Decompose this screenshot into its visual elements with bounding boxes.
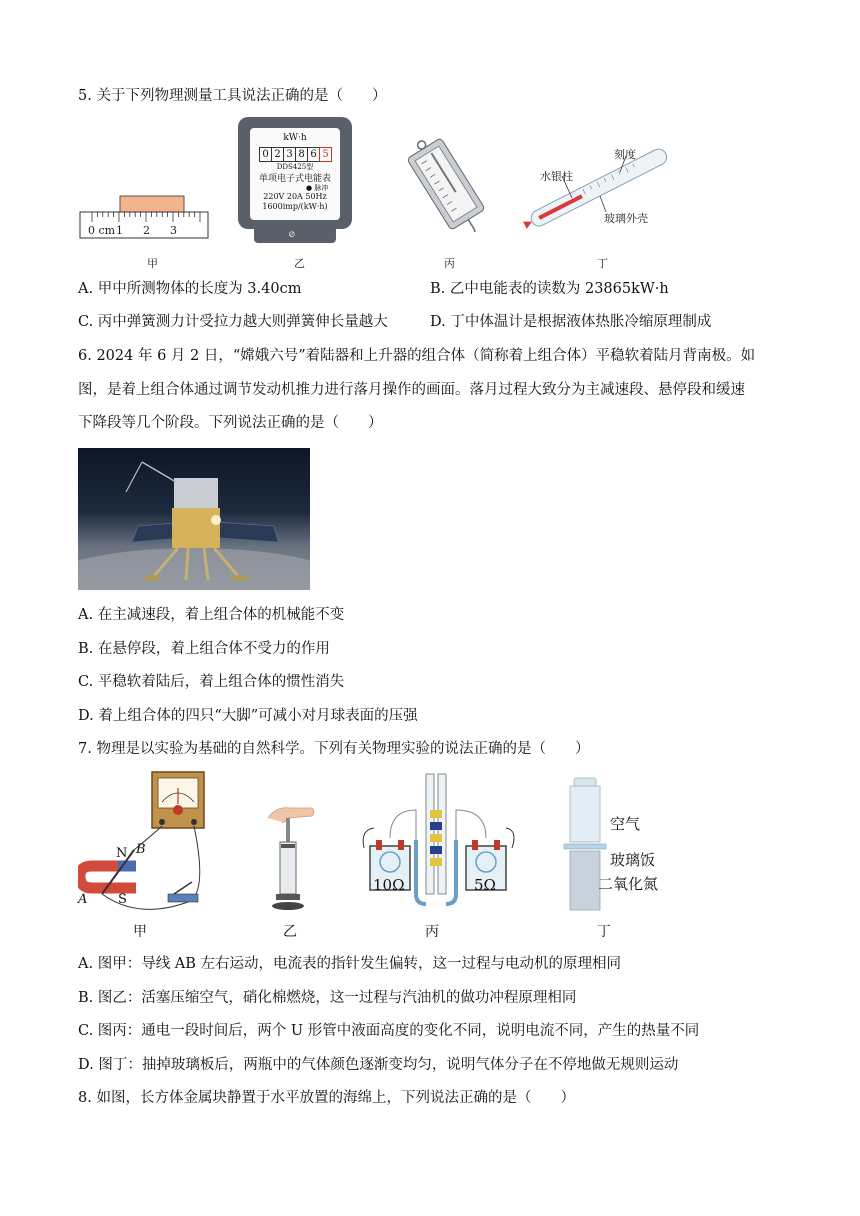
ruler-label-1: 1 (116, 224, 123, 237)
meter-digit: 3 (283, 147, 296, 162)
q5-option-c: C. 丙中弹簧测力计受拉力越大则弹簧伸长量越大 (78, 314, 388, 330)
glass-plate-label: 玻璃饭 (610, 851, 656, 869)
q5-caption-ding: 丁 (597, 257, 608, 270)
magnet-s-label: S (118, 892, 127, 907)
q7-option-c: C. 图丙：通电一段时间后，两个 U 形管中液面高度的变化不同，说明电流不同，产生的热量不同 (78, 1023, 700, 1039)
q8-stem: 8. 如图，长方体金属块静置于水平放置的海绵上，下列说法正确的是（ ） (78, 1090, 575, 1106)
thermometer-mercury-label: 水银柱 (540, 170, 573, 183)
meter-unit: kW·h (283, 133, 307, 143)
meter-digit: 6 (307, 147, 320, 162)
upper-bottle (570, 786, 600, 842)
magnet-n-label: N (116, 846, 128, 861)
meter-digit: 2 (271, 147, 284, 162)
air-label: 空气 (610, 815, 641, 833)
wire-b-label: B (136, 842, 146, 857)
q5-caption-bing: 丙 (444, 257, 455, 270)
q6-option-b: B. 在悬停段，着上组合体不受力的作用 (78, 641, 330, 657)
glass-cylinder (280, 842, 296, 894)
meter-digits (260, 147, 332, 162)
thermometer-glass-label: 玻璃外壳 (604, 212, 648, 225)
thermometer-glass (528, 146, 669, 228)
q6-stem-line-2: 图，是着上组合体通过调节发动机推力进行落月操作的画面。落月过程大致分为主减速段、悬停段和缓速 (78, 382, 745, 398)
q5-caption-yi: 乙 (294, 257, 305, 270)
q6-stem-line-3: 下降段等几个阶段。下列说法正确的是（ ） (78, 415, 383, 431)
q5-option-d: D. 丁中体温计是根据液体热胀冷缩原理制成 (430, 314, 712, 330)
q7-caption-yi: 乙 (283, 924, 297, 940)
q7-option-b: B. 图乙：活塞压缩空气，硝化棉燃烧，这一过程与汽油机的做功冲程原理相同 (78, 990, 577, 1006)
q7-caption-bing: 丙 (425, 924, 439, 940)
q5-option-a: A. 甲中所测物体的长度为 3.40cm (78, 281, 302, 297)
resistor-5-label: 5Ω (474, 876, 496, 894)
joule-heating-figure (360, 770, 520, 920)
q6-option-c: C. 平稳软着陆后，着上组合体的惯性消失 (78, 674, 345, 690)
ruler-label-2: 2 (143, 224, 150, 237)
q7-caption-ding: 丁 (597, 924, 611, 940)
q7-option-d: D. 图丁：抽掉玻璃板后，两瓶中的气体颜色逐渐变均匀，说明气体分子在不停地做无规则运动 (78, 1057, 679, 1073)
meter-spec-1: 220V 20A 50Hz (263, 192, 327, 201)
lunar-lander-photo (78, 448, 310, 590)
no2-label: 二氧化氮 (598, 875, 659, 893)
ruler-label-0: 0 cm (88, 224, 116, 237)
q6-stem-line-1: 6. 2024 年 6 月 2 日，“嫦娥六号”着陆器和上升器的组合体（简称着上组合体）平稳软着陆月背南极。如 (78, 348, 756, 364)
ruler-label-3: 3 (170, 224, 177, 237)
hand-icon (268, 808, 314, 823)
meter-digit: 0 (259, 147, 272, 162)
measured-block (120, 196, 184, 214)
meter-spec-2: 1600imp/(kW·h) (262, 202, 328, 211)
thermometer-figure (514, 142, 680, 234)
q5-stem: 5. 关于下列物理测量工具说法正确的是（ ） (78, 88, 387, 104)
q5-caption-jia: 甲 (147, 257, 158, 270)
q6-option-d: D. 着上组合体的四只“大脚”可减小对月球表面的压强 (78, 708, 418, 724)
wire-a-label: A (78, 892, 88, 907)
meter-pulse: ● 脉冲 (306, 184, 329, 192)
meter-digit-decimal: 5 (319, 147, 332, 162)
hook-icon (465, 220, 476, 232)
meter-model: DDS425型 (276, 163, 314, 171)
q7-caption-jia: 甲 (133, 924, 147, 940)
switch (168, 894, 198, 902)
meter-screw-icon: ⊘ (288, 230, 296, 240)
resistor-10-label: 10Ω (373, 876, 405, 894)
q7-stem: 7. 物理是以实验为基础的自然科学。下列有关物理实验的说法正确的是（ ） (78, 741, 590, 757)
q7-option-a: A. 图甲：导线 AB 左右运动，电流表的指针发生偏转，这一过程与电动机的原理相同 (78, 956, 622, 972)
glass-plate (564, 844, 606, 849)
q5-option-b: B. 乙中电能表的读数为 23865kW·h (430, 281, 669, 297)
meter-digit: 8 (295, 147, 308, 162)
lower-bottle (570, 851, 600, 910)
meter-name: 单项电子式电能表 (258, 174, 331, 184)
thermometer-scale-label: 刻度 (614, 148, 636, 161)
induction-figure (78, 770, 218, 920)
air-compression-figure (260, 798, 320, 916)
spring-scale-figure (396, 136, 496, 232)
q6-option-a: A. 在主减速段，着上组合体的机械能不变 (78, 607, 345, 623)
